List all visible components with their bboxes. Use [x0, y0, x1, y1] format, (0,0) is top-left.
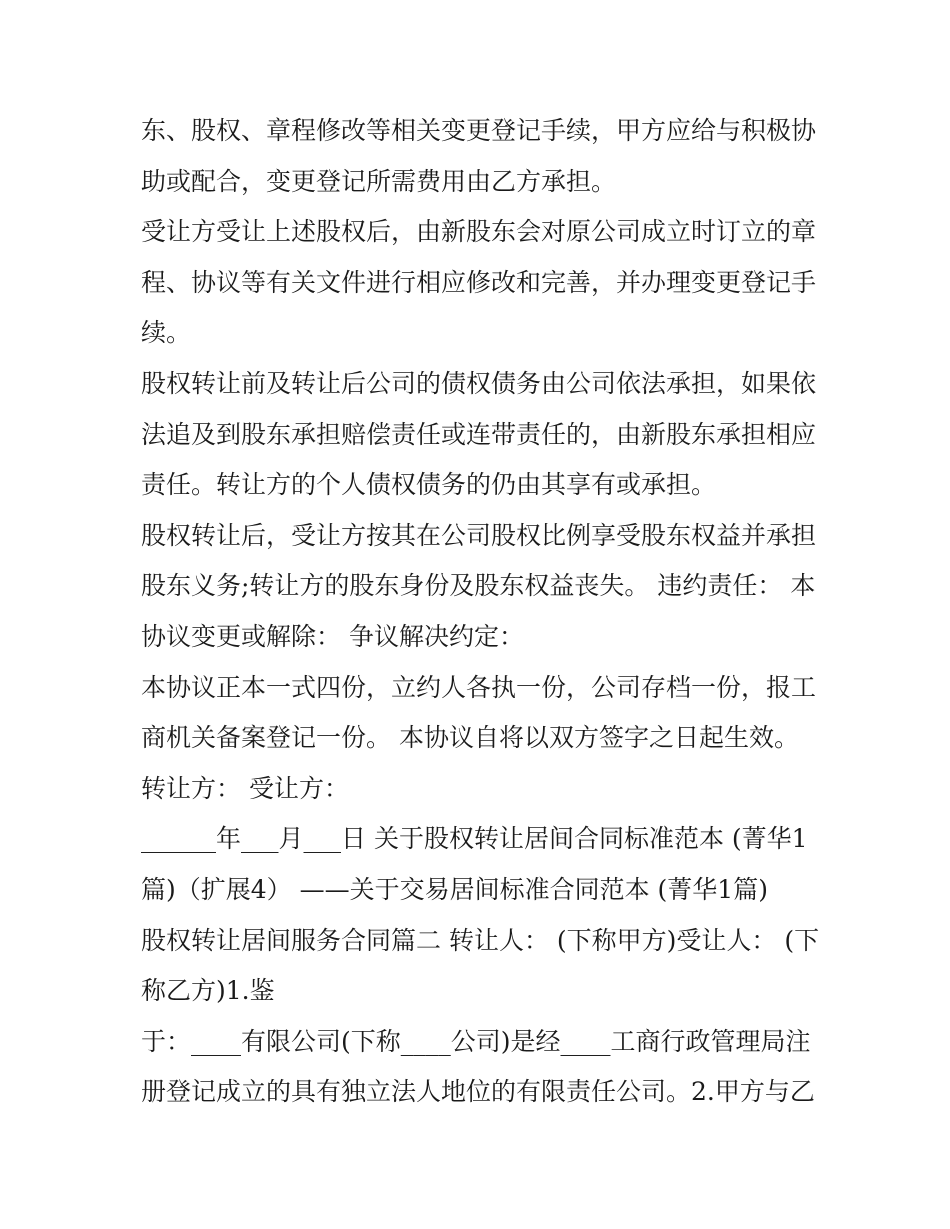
text-line: 协议变更或解除： 争议解决约定：: [141, 621, 524, 651]
text-line: 称乙方)1.鉴: [141, 976, 275, 1006]
text-line: 股东义务;转让方的股东身份及股东权益丧失。 违约责任： 本: [141, 571, 816, 601]
text-line: 篇)（扩展4） ——关于交易居间标准合同范本 (菁华1篇): [141, 874, 768, 904]
text-line: 助或配合，变更登记所需费用由乙方承担。: [141, 166, 617, 196]
text-line: 股权转让前及转让后公司的债权债务由公司依法承担，如果依: [141, 368, 817, 398]
text-line: 册登记成立的具有独立法人地位的有限责任公司。2.甲方与乙: [141, 1077, 815, 1107]
text-line: 本协议正本一式四份，立约人各执一份，公司存档一份，报工: [141, 672, 817, 702]
text-line: 续。: [141, 318, 192, 348]
text-line: 程、协议等有关文件进行相应修改和完善，并办理变更登记手: [141, 267, 817, 297]
text-line: 东、股权、章程修改等相关变更登记手续，甲方应给与积极协: [141, 116, 817, 145]
document-body: [141, 106, 821, 1118]
text-line: ______年___月___日 关于股权转让居间合同标准范本 (菁华1: [141, 824, 808, 854]
text-line: 责任。转让方的个人债权债务的仍由其享有或承担。: [141, 470, 717, 500]
text-line: 股权转让居间服务合同篇二 转让人： (下称甲方)受让人： (下: [141, 925, 820, 955]
text-line: 股权转让后，受让方按其在公司股权比例享受股东权益并承担: [141, 520, 817, 550]
text-line: 转让方： 受让方：: [141, 773, 349, 803]
text-line: 商机关备案登记一份。 本协议自将以双方签字之日起生效。: [141, 723, 799, 753]
text-line: 于：____有限公司(下称____公司)是经____工商行政管理局注: [141, 1026, 811, 1056]
text-line: 法追及到股东承担赔偿责任或连带责任的，由新股东承担相应: [141, 419, 817, 449]
text-line: 受让方受让上述股权后，由新股东会对原公司成立时订立的章: [141, 217, 817, 247]
